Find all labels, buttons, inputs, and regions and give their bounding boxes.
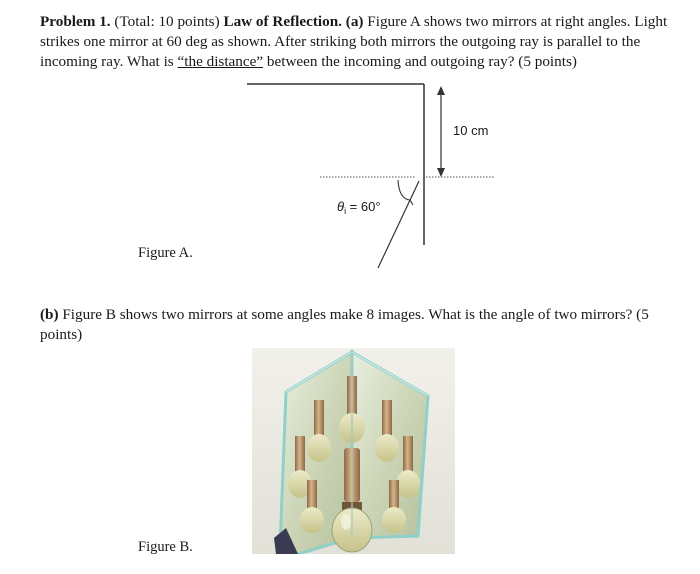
part-b-body: Figure B shows two mirrors at some angles make 8 images. What is the angle of two mirrors? (5 points) [40,306,649,343]
law-heading: Law of Reflection. [223,13,342,30]
mirror-photo-illustration [252,348,455,554]
distance-arrow-head-down [437,168,445,177]
theta-symbol: θ [337,199,345,214]
incoming-ray [378,181,419,268]
figure-b-photo [252,348,455,554]
part-b-marker: (b) [40,306,59,323]
angle-label [337,199,381,216]
part-a-body-end: between the incoming and outgoing ray? (5 points) [266,53,577,70]
angle-arc-tail [410,200,413,205]
problem-heading: Problem 1. [40,13,111,30]
angle-value: = 60° [346,199,381,214]
total-points: (Total: 10 points) [114,13,220,30]
theta-subscript: i [344,206,347,216]
part-b-text [40,305,670,345]
figure-b-caption: Figure B. [138,539,193,555]
angle-arc [398,180,410,200]
quoted-distance: “the distance” [177,53,264,70]
distance-label: 10 cm [453,123,489,138]
figure-a-caption: Figure A. [138,245,193,261]
part-a-body: Figure A shows two mirrors at right angles. Light strikes one mirror at 60 deg as shown. After striking both mirrors the outgoing ray is parallel to the incoming ray. What is [40,13,668,70]
part-a-marker: (a) [345,13,364,30]
distance-arrow-head-up [437,86,445,95]
